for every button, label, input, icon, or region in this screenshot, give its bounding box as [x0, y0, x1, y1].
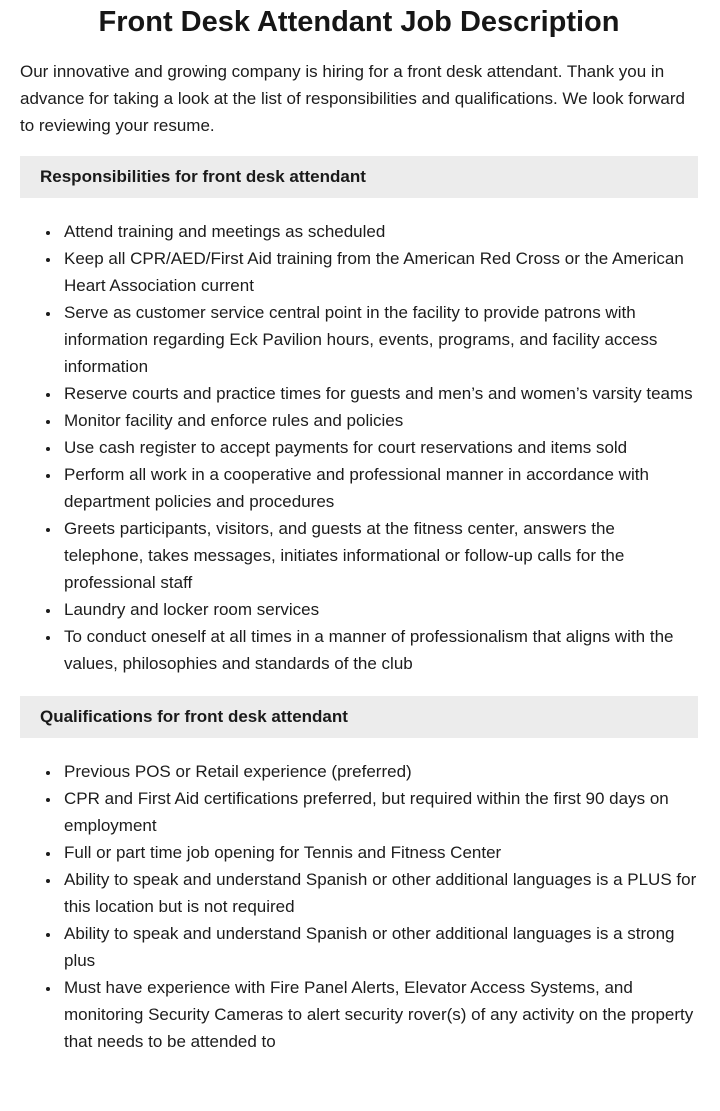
responsibilities-list — [20, 218, 698, 677]
list-item: • Reserve courts and practice times for guests and men’s and women’s varsity teams — [61, 380, 698, 407]
list-item: • Laundry and locker room services — [61, 596, 698, 623]
list-item: • Greets participants, visitors, and guests at the fitness center, answers the telephone, takes messages, initiates informational or follow-up calls for the professional staff — [61, 515, 698, 596]
list-item: • Attend training and meetings as scheduled — [61, 218, 698, 245]
list-item: • CPR and First Aid certifications preferred, but required within the first 90 days on employment — [61, 785, 698, 839]
page-title: Front Desk Attendant Job Description — [98, 6, 620, 38]
list-item: • Serve as customer service central point in the facility to provide patrons with information regarding Eck Pavilion hours, events, programs, and facility access information — [61, 299, 698, 380]
qualifications-list — [20, 758, 698, 1055]
list-item: • Keep all CPR/AED/First Aid training from the American Red Cross or the American Heart Association current — [61, 245, 698, 299]
list-item: • Must have experience with Fire Panel Alerts, Elevator Access Systems, and monitoring Security Cameras to alert security rover(s) of any activity on the property that needs to be attended to — [61, 974, 698, 1055]
list-item: • Ability to speak and understand Spanish or other additional languages is a PLUS for this location but is not required — [61, 866, 698, 920]
list-item: • Previous POS or Retail experience (preferred) — [61, 758, 698, 785]
list-item: • Use cash register to accept payments for court reservations and items sold — [61, 434, 698, 461]
section-header-qualifications: Qualifications for front desk attendant — [20, 696, 698, 738]
list-item: • Monitor facility and enforce rules and policies — [61, 407, 698, 434]
list-item: • To conduct oneself at all times in a manner of professionalism that aligns with the values, philosophies and standards of the club — [61, 623, 698, 677]
list-item: • Ability to speak and understand Spanish or other additional languages is a strong plus — [61, 920, 698, 974]
list-item: • Full or part time job opening for Tennis and Fitness Center — [61, 839, 698, 866]
list-item: • Perform all work in a cooperative and professional manner in accordance with department policies and procedures — [61, 461, 698, 515]
section-header-responsibilities: Responsibilities for front desk attendant — [20, 156, 698, 198]
intro-paragraph: Our innovative and growing company is hiring for a front desk attendant. Thank you in advance for taking a look at the list of responsibilities and qualifications. We look forward to reviewing your resume. — [20, 62, 685, 135]
